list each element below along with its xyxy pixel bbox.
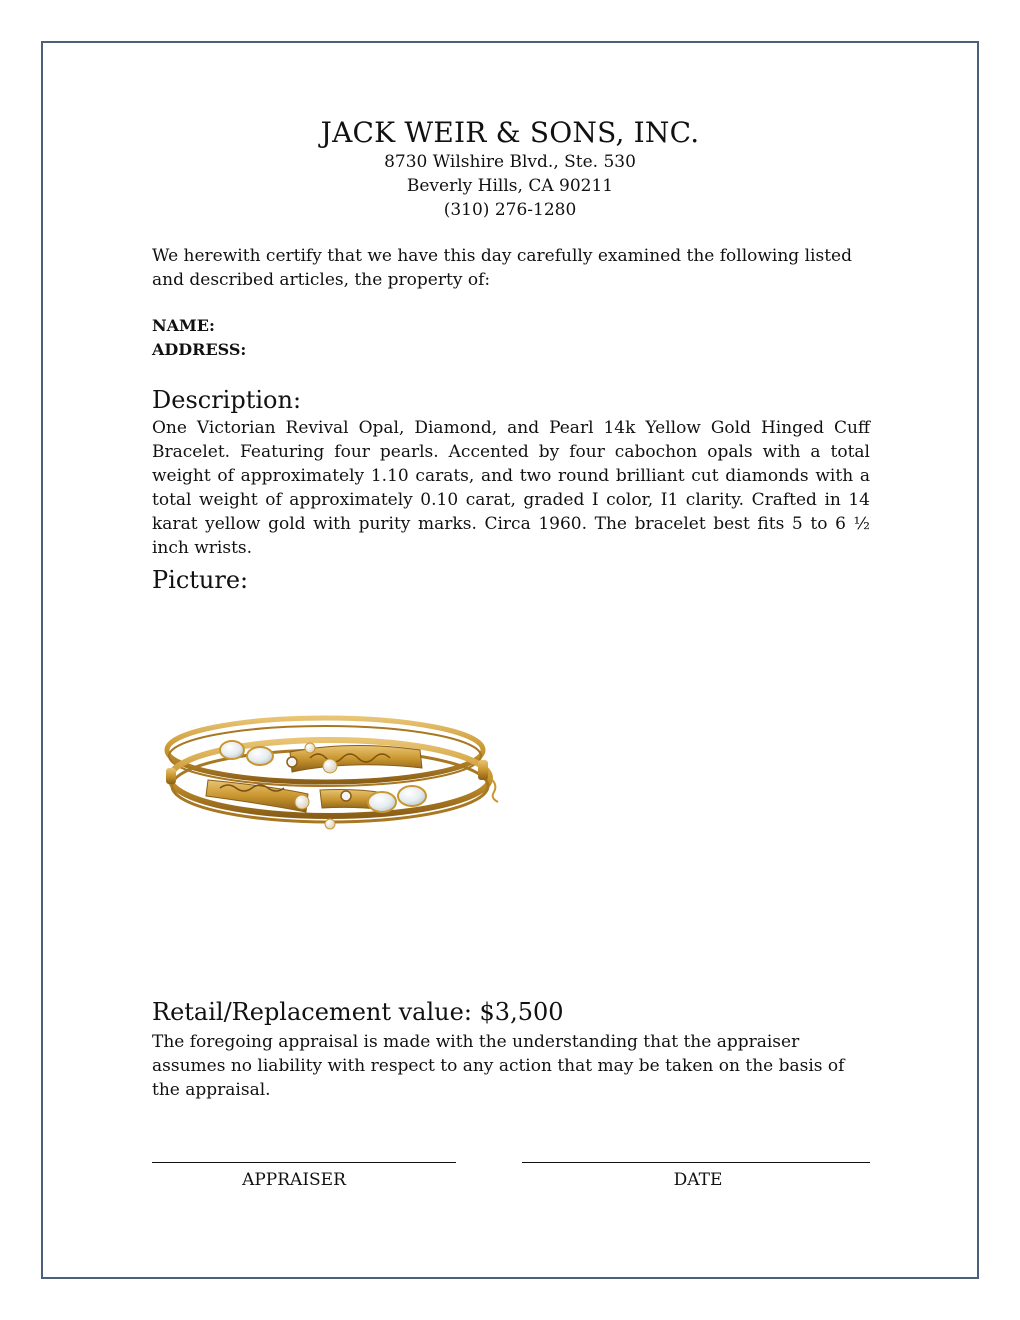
company-name: JACK WEIR & SONS, INC. [320,116,700,149]
description-heading: Description: [152,386,302,414]
company-address-line1: 8730 Wilshire Blvd., Ste. 530 [384,152,636,172]
valuation-heading: Retail/Replacement value: $3,500 [152,998,564,1026]
bracelet-image [160,690,520,850]
date-label: DATE [673,1170,723,1190]
appraiser-signature-line [152,1162,456,1163]
valuation-disclaimer: The foregoing appraisal is made with the understanding that the appraiser assumes no liability with respect to any action that may be taken on the basis of the appraisal. [152,1032,845,1100]
description-text: One Victorian Revival Opal, Diamond, and Pearl 14k Yellow Gold Hinged Cuff Bracelet. Featuring four pearls. Accented by four cabochon opals with a total weight of approximately 1.10 carats, and two round brilliant cut diamonds with a total weight of approximately 0.10 carat, graded I color, I1 clarity. Crafted in 14 karat yellow gold with purity marks. Circa 1960. The bracelet best fits 5 to 6 ½ inch wrists. [152,418,870,558]
company-address-line2: Beverly Hills, CA 90211 [406,176,614,196]
company-phone: (310) 276-1280 [443,200,577,220]
picture-heading: Picture: [152,566,249,594]
certification-intro: We herewith certify that we have this day carefully examined the following listed and described articles, the property of: [152,246,852,290]
date-signature-line [522,1162,870,1163]
appraiser-label: APPRAISER [242,1170,346,1190]
owner-name-label: NAME: [152,316,215,335]
owner-address-label: ADDRESS: [152,340,247,359]
